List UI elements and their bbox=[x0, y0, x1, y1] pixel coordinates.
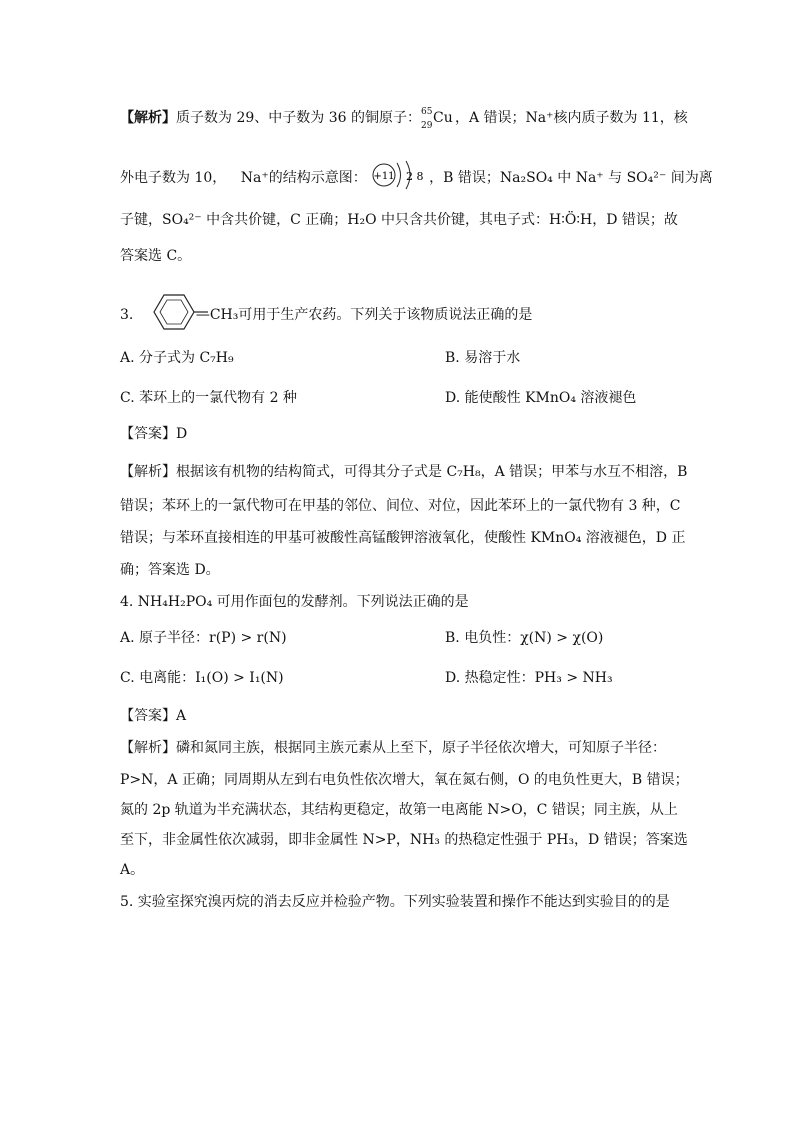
q4-analysis-line-1: 【解析】磷和氮同主族，根据同主族元素从上至下，原子半径依次增大，可知原子半径： bbox=[120, 740, 666, 756]
q3-analysis-line-3: 错误；与苯环直接相连的甲基可被酸性高锰酸钾溶液氧化，使酸性 KMnO₄ 溶液褪色，D 正 bbox=[120, 530, 686, 546]
q4-analysis-line-4: 至下，非金属性依次减弱，即非金属性 N>P，NH₃ 的热稳定性强于 PH₃，D 错误；答案选 bbox=[120, 832, 688, 848]
q3-option-a: A. 分子式为 C₇H₉ bbox=[120, 350, 234, 366]
q4-answer: 【答案】A bbox=[120, 708, 187, 724]
svg-text:2 8: 2 8 bbox=[406, 170, 424, 183]
q2-analysis-line-2: 外电子数为 10， Na⁺的结构示意图： +11 2 8 ，B 错误；Na₂SO₄ 中 Na⁺ 与 SO₄²⁻ 间为离 bbox=[120, 158, 713, 198]
q4-option-c: C. 电离能：I₁(O) > I₁(N) bbox=[120, 670, 284, 686]
svg-text:+11: +11 bbox=[373, 171, 395, 182]
q4-analysis-line-5: A。 bbox=[120, 862, 145, 878]
q3-analysis-line-2: 错误；苯环上的一氯代物可在甲基的邻位、间位、对位，因此苯环上的一氯代物有 3 种，C bbox=[120, 498, 681, 514]
q3-analysis-line-4: 确；答案选 D。 bbox=[120, 562, 220, 578]
q2-analysis-line-3: 子键，SO₄²⁻ 中含共价键，C 正确；H₂O 中只含共价键，其电子式：H∶Ö∶H，D 错误；故 bbox=[120, 212, 678, 228]
q3-analysis-line-1: 【解析】根据该有机物的结构简式，可得其分子式是 C₇H₈，A 错误；甲苯与水互不相溶，B bbox=[120, 464, 688, 480]
na-ion-structure-diagram bbox=[371, 158, 429, 198]
q4-option-a: A. 原子半径：r(P) > r(N) bbox=[120, 630, 287, 646]
q3-option-c: C. 苯环上的一氯代物有 2 种 bbox=[120, 390, 297, 406]
q3-option-b: B. 易溶于水 bbox=[445, 350, 521, 366]
q3-stem: 3. —CH₃可用于生产农药。下列关于该物质说法正确的是 bbox=[120, 292, 532, 338]
q4-analysis-line-2: P>N，A 正确；同周期从左到右电负性依次增大，氧在氮右侧，O 的电负性更大，B 错误； bbox=[120, 772, 689, 788]
q4-option-b: B. 电负性：χ(N) > χ(O) bbox=[445, 630, 604, 646]
q4-analysis-line-3: 氮的 2p 轨道为半充满状态，其结构更稳定，故第一电离能 N>O，C 错误；同主族，从上 bbox=[120, 802, 678, 818]
cu-nuclide: 65 29 Cu bbox=[420, 107, 453, 131]
q5-stem: 5. 实验室探究溴丙烷的消去反应并检验产物。下列实验装置和操作不能达到实验目的的是 bbox=[120, 894, 670, 910]
analysis-tag: 【解析】 bbox=[120, 110, 176, 126]
q2-analysis-line-4: 答案选 C。 bbox=[120, 248, 192, 264]
q4-option-d: D. 热稳定性：PH₃ > NH₃ bbox=[445, 670, 613, 686]
q2-analysis-line-1: 【解析】质子数为 29、中子数为 36 的铜原子： 65 29 Cu ，A 错误；Na⁺核内质子数为 11，核 bbox=[120, 107, 688, 131]
q3-answer: 【答案】D bbox=[120, 426, 188, 442]
q3-option-d: D. 能使酸性 KMnO₄ 溶液褪色 bbox=[445, 390, 637, 406]
q4-stem: 4. NH₄H₂PO₄ 可用作面包的发酵剂。下列说法正确的是 bbox=[120, 594, 469, 610]
